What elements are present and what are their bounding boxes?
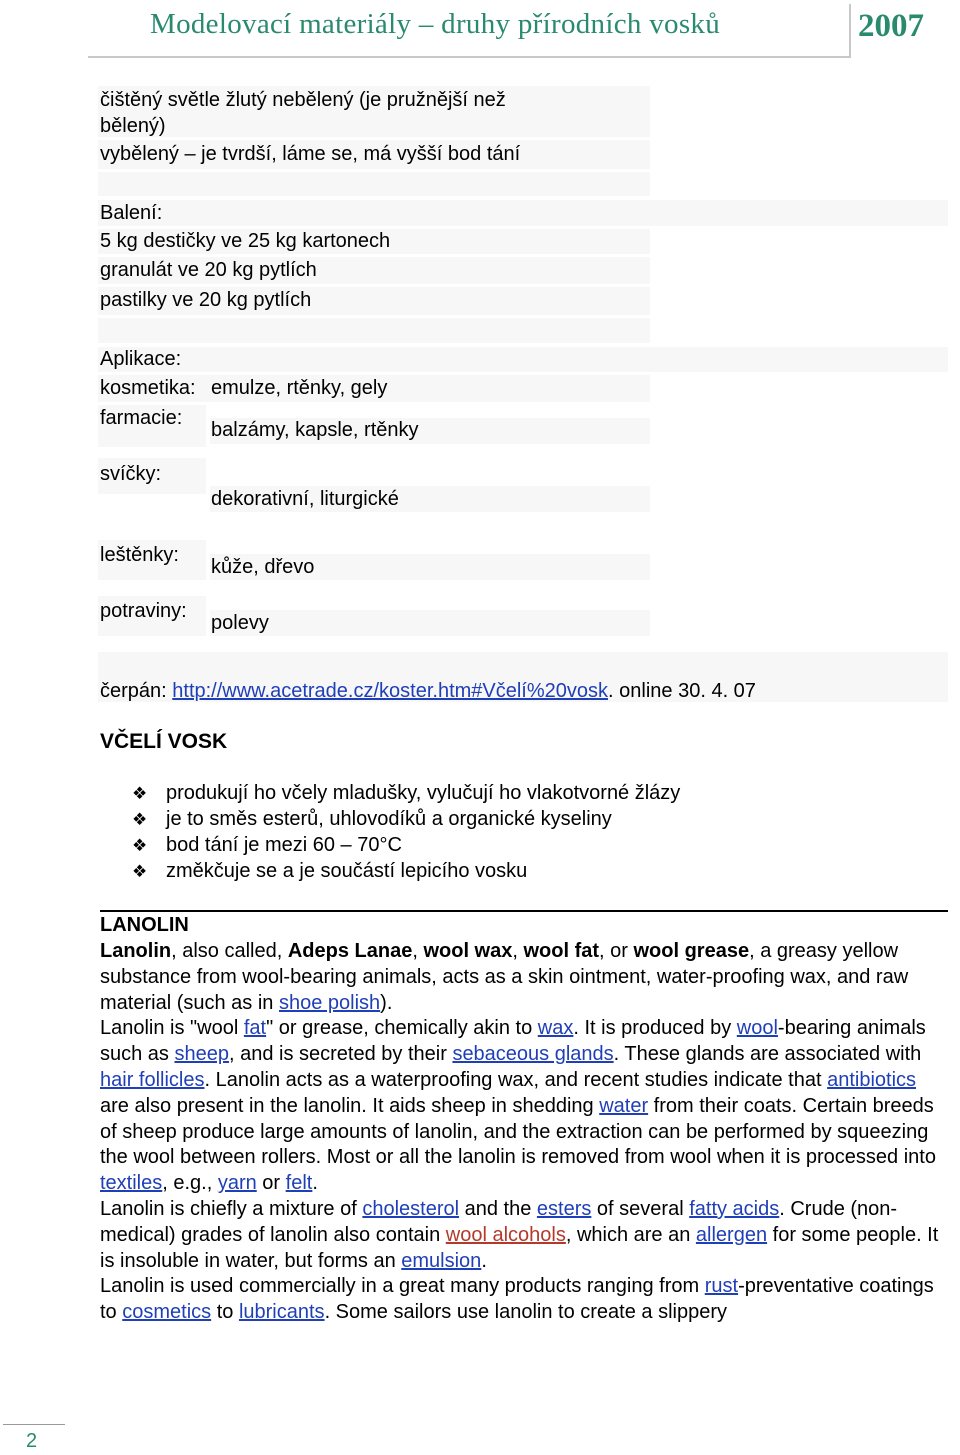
lanolin-body <box>100 939 950 1326</box>
source-prefix: čerpán: <box>100 680 173 702</box>
list-item <box>132 858 680 884</box>
page-number: 2 <box>26 1430 38 1452</box>
source-line <box>100 677 756 706</box>
packaging-title: Balení: <box>100 202 163 224</box>
link-cholesterol[interactable]: cholesterol <box>362 1197 460 1220</box>
packaging-item: pastilky ve 20 kg pytlích <box>100 289 312 311</box>
table-row-shade <box>98 172 650 196</box>
link-emulsion[interactable]: emulsion <box>401 1249 482 1272</box>
diamond-bullet-icon: ❖ <box>132 784 148 803</box>
link-cosmetics[interactable]: cosmetics <box>122 1301 212 1324</box>
lanolin-paragraph-4: Lanolin is used commercially in a great many products ranging from rust-preventative coatings to cosmetics to lubricants. Some sailors use lanolin to create a slippery <box>100 1275 934 1324</box>
lanolin-paragraph-1: Lanolin, also called, Adeps Lanae, wool wax, wool fat, or wool grease, a greasy yellow substance from wool-bearing animals, acts as a skin ointment, water-proofing wax, and raw material (such as in shoe polish). <box>100 940 909 1014</box>
source-suffix: . online 30. 4. 07 <box>608 680 756 702</box>
link-esters[interactable]: esters <box>536 1197 592 1220</box>
application-label: farmacie: <box>100 407 183 429</box>
application-label: potraviny: <box>100 600 187 622</box>
page-header-title: Modelovací materiály – druhy přírodních vosků <box>150 8 721 40</box>
table-row-shade <box>98 318 650 343</box>
list-item <box>132 832 680 858</box>
link-rust[interactable]: rust <box>704 1275 739 1298</box>
link-hair-follicles[interactable]: hair follicles <box>100 1068 205 1091</box>
application-label: kosmetika: <box>100 377 196 399</box>
intro-line: vybělený – je tvrdší, láme se, má vyšší bod tání <box>100 143 521 165</box>
beeswax-heading: VČELÍ VOSK <box>100 730 228 753</box>
link-antibiotics[interactable]: antibiotics <box>827 1068 917 1091</box>
table-row-shade <box>210 610 650 636</box>
application-value: balzámy, kapsle, rtěnky <box>211 419 419 441</box>
header-divider <box>849 4 851 58</box>
header-rule <box>88 56 850 58</box>
application-label: leštěnky: <box>100 544 179 566</box>
lanolin-paragraph-2: Lanolin is "wool fat" or grease, chemically akin to wax. It is produced by wool-bearing animals such as sheep, and is secreted by their sebaceous glands. These glands are associated with hair follicles. Lanolin acts as a waterproofing wax, and recent studies indicate that antibiotics are also present in the lanolin. It aids sheep in shedding water from their coats. Certain breeds of sheep produce large amounts of lanolin, and the extraction can be performed by squeezing the wool between rollers. Most or all the lanolin is removed from wool when it is processed into textiles, e.g., yarn or felt. <box>100 1017 936 1195</box>
link-lubricants[interactable]: lubricants <box>238 1301 325 1324</box>
bullet-text: bod tání je mezi 60 – 70°C <box>166 834 402 856</box>
lanolin-paragraph-3: Lanolin is chiefly a mixture of cholesterol and the esters of several fatty acids. Crude (non-medical) grades of lanolin also contain wool alcohols, which are an allergen for some people. It is insoluble in water, but forms an emulsion. <box>100 1197 939 1272</box>
source-link[interactable]: http://www.acetrade.cz/koster.htm#Včelí%20vosk <box>172 680 609 702</box>
link-allergen[interactable]: allergen <box>695 1223 768 1246</box>
diamond-bullet-icon: ❖ <box>132 862 148 881</box>
link-textiles[interactable]: textiles <box>100 1172 163 1195</box>
packaging-item: granulát ve 20 kg pytlích <box>100 259 317 281</box>
application-value: kůže, dřevo <box>211 556 315 578</box>
link-felt[interactable]: felt <box>285 1172 313 1195</box>
table-row-shade <box>98 200 948 226</box>
intro-line: čištěný světle žlutý nebělený (je pružnější než <box>100 89 506 111</box>
list-item <box>132 806 680 832</box>
bullet-text: produkují ho včely mladušky, vylučují ho vlakotvorné žlázy <box>166 782 681 804</box>
application-title: Aplikace: <box>100 348 182 370</box>
application-value: polevy <box>211 612 269 634</box>
application-value: dekorativní, liturgické <box>211 488 399 510</box>
link-yarn[interactable]: yarn <box>217 1172 257 1195</box>
link-fat[interactable]: fat <box>243 1017 267 1040</box>
bullet-text: je to směs esterů, uhlovodíků a organické kyseliny <box>166 808 612 830</box>
link-shoe-polish[interactable]: shoe polish <box>278 991 381 1014</box>
bullet-text: změkčuje se a je součástí lepicího vosku <box>166 860 528 882</box>
link-wool[interactable]: wool <box>736 1017 778 1040</box>
application-label: svíčky: <box>100 463 162 485</box>
packaging-item: 5 kg destičky ve 25 kg kartonech <box>100 230 391 252</box>
section-rule <box>100 910 948 912</box>
list-item <box>132 780 680 806</box>
link-water[interactable]: water <box>599 1094 649 1117</box>
intro-line: bělený) <box>100 115 166 137</box>
link-fatty-acids[interactable]: fatty acids <box>689 1197 780 1220</box>
diamond-bullet-icon: ❖ <box>132 810 148 829</box>
table-row-shade <box>98 347 948 372</box>
link-wax[interactable]: wax <box>537 1017 574 1040</box>
link-sebaceous-glands[interactable]: sebaceous glands <box>452 1043 614 1066</box>
application-value: emulze, rtěnky, gely <box>211 377 388 399</box>
link-wool-alcohols[interactable]: wool alcohols <box>445 1223 566 1246</box>
footer-rule <box>3 1424 65 1425</box>
beeswax-bullet-list <box>132 780 680 884</box>
diamond-bullet-icon: ❖ <box>132 836 148 855</box>
lanolin-heading: LANOLIN <box>100 914 189 936</box>
link-sheep[interactable]: sheep <box>174 1043 229 1066</box>
page-header-year: 2007 <box>858 8 924 44</box>
